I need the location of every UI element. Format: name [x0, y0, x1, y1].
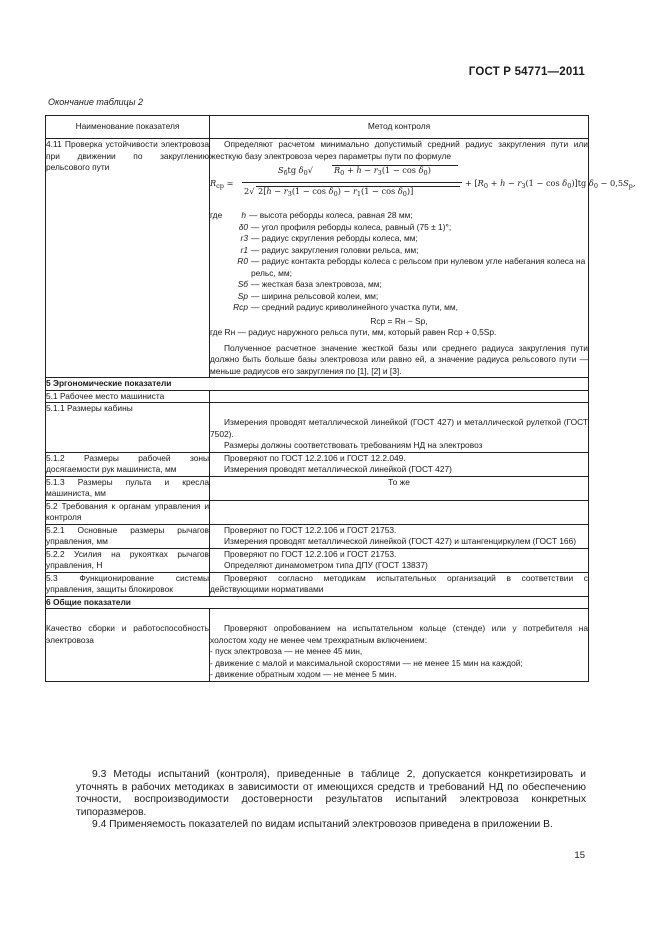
- list-item: - движение с малой и максимальной скоростями — не менее 15 мин на каждой;: [210, 657, 523, 668]
- method-text: Проверяют по ГОСТ 12.2.106 и ГОСТ 21753.: [224, 524, 397, 535]
- table-row: [46, 548, 589, 572]
- symbol-desc: — ширина рельсовой колеи, мм;: [251, 290, 379, 301]
- symbol-legend: [210, 210, 588, 314]
- method-text: Проверяют согласно методикам испытательных организаций в соответствии с действующими нормативами: [210, 572, 588, 594]
- standard-header: ГОСТ Р 54771—2011: [468, 66, 585, 78]
- symbol: r3: [240, 233, 248, 243]
- method-text: Измерения проводят металлической линейкой (ГОСТ 427): [224, 464, 452, 474]
- table-row: [46, 390, 589, 403]
- row-method-4-11: [210, 139, 636, 378]
- row-name-5-1-3: 5.1.3 Размеры пульта и кресла машиниста, мм: [46, 476, 209, 498]
- list-item: - движение обратным ходом — не менее 5 мин.: [210, 669, 397, 679]
- symbol: δ0: [238, 221, 248, 232]
- section-title-6: 6 Общие показатели: [46, 596, 589, 609]
- row-method-5-1-3: [210, 476, 589, 500]
- symbol-desc: — радиус скругления реборды колеса, мм;: [251, 233, 418, 243]
- method-text: Проверяют по ГОСТ 12.2.106 и ГОСТ 12.2.049.: [224, 452, 406, 463]
- section-row: [46, 596, 589, 609]
- symbol: R0: [237, 256, 248, 266]
- symbol: Sб: [237, 279, 248, 289]
- section-title-5: 5 Эргономические показатели: [46, 378, 589, 391]
- table-row: [46, 572, 589, 596]
- row-method-5-3: [210, 572, 589, 596]
- method-text: Проверяют по ГОСТ 12.2.106 и ГОСТ 21753.: [224, 548, 397, 559]
- symbol: Rср: [233, 302, 248, 312]
- paragraph-9-3: 9.3 Методы испытаний (контроля), приведенные в таблице 2, допускается конкретизировать и уточнять в рабочих методиках в зависимости от имеющихся средств и требований НД по обеспечению точности, воспроизводимости достоверности результатов испытаний электровоза конкретных типоразмеров.: [76, 769, 586, 818]
- table-row: [46, 139, 589, 378]
- symbol-desc: — угол профиля реборды колеса, равный (75 ± 1)°;: [251, 221, 452, 232]
- radius-equation: Rср = Rн − Sр,: [370, 315, 428, 326]
- symbol: Sр: [237, 290, 248, 301]
- column-header-method: Метод контроля: [210, 116, 589, 139]
- method-text: То же: [388, 476, 410, 487]
- row-name-5-2-2: 5.2.2 Усилия на рукоятках рычагов управления, Н: [46, 548, 209, 570]
- where-label: где: [210, 210, 223, 220]
- row-name-5-2-1: 5.2.1 Основные размеры рычагов управления, мм: [46, 524, 209, 546]
- table-row: [46, 609, 589, 682]
- method-text: Измерения проводят металлической линейкой (ГОСТ 427) и металлической рулеткой (ГОСТ 7502).: [210, 417, 588, 439]
- method-text: Проверяют опробованием на испытательном кольце (стенде) или у потребителя на холостом ходу не менее чем трехкратным включением:: [210, 623, 588, 645]
- symbol-desc: — радиус закругления головки рельса, мм;: [251, 244, 419, 255]
- outer-rail-note: где Rн — радиус наружного рельса пути, мм, который равен Rср + 0,5Sр.: [210, 327, 497, 337]
- method-text: Измерения проводят металлической линейкой (ГОСТ 427) и штангенциркулем (ГОСТ 166): [224, 536, 577, 546]
- method-intro: Определяют расчетом минимально допустимый средний радиус закругления пути или жесткую базу электровоза через параметры пути по формуле: [210, 139, 588, 161]
- row-method-5-2-1: [210, 524, 589, 548]
- body-text: [76, 769, 586, 832]
- section-row: [46, 378, 589, 391]
- row-method-5-1-1: [210, 403, 589, 453]
- page-number: 15: [574, 850, 585, 861]
- row-name-5-1-1: 5.1.1 Размеры кабины: [46, 403, 210, 453]
- row-method-quality: [210, 609, 589, 682]
- table-row: [46, 476, 589, 500]
- methods-table: [45, 115, 636, 682]
- row-name-5-2: 5.2 Требования к органам управления и контроля: [46, 500, 209, 522]
- method-text: Определяют динамометром типа ДПУ (ГОСТ 13837): [224, 560, 428, 570]
- paragraph-9-4: 9.4 Применяемость показателей по видам испытаний электровозов приведена в приложении В.: [92, 819, 553, 831]
- row-name-5-1-2: 5.1.2 Размеры рабочей зоны досягаемости рук машиниста, мм: [46, 452, 209, 474]
- symbol-desc: — высота реборды колеса, равная 28 мм;: [249, 210, 413, 220]
- column-header-name: Наименование показателя: [46, 116, 210, 139]
- symbol-desc: — жесткая база электровоза, мм;: [251, 279, 382, 289]
- table-row: [46, 452, 589, 476]
- radius-formula: $R_{ср}$ = $S_бtg$ $\delta_0√$ $R_0 + h - r_3(1 - \cos \delta_0)$ 2√ $2[h - r_3(1 - \cos \delta_0) - r_1(1 - \cos \delta_0)]$ + $[R_0 + h - r_3(1 - \cos \delta_0)]tg$ $\delta_0 - 0,5S_р$,: [210, 165, 636, 198]
- row-method-5-2-2: [210, 548, 589, 572]
- table-caption: Окончание таблицы 2: [48, 97, 143, 107]
- symbol-desc: — радиус контакта реборды колеса с рельсом при нулевом угле набегания колеса на рельс, мм;: [251, 256, 586, 278]
- test-steps-list: [210, 646, 588, 681]
- method-conclusion: Полученное расчетное значение жесткой базы или среднего радиуса закругления пути должно быть больше базы электровоза или равно ей, а значение радиуса рельсового пути — меньше радиусов его закругления по [1], [2] и [3].: [210, 342, 588, 376]
- row-name-5-3: 5.3 Функционирование системы управления, защиты блокировок: [46, 572, 209, 594]
- table-row: [46, 403, 589, 453]
- list-item: - пуск электровоза — не менее 45 мин,: [210, 646, 363, 656]
- row-name-quality: Качество сборки и работоспособность электровоза: [46, 609, 210, 682]
- row-method-5-1-2: [210, 452, 589, 476]
- symbol: h: [241, 210, 246, 220]
- symbol-desc: — средний радиус криволинейного участка пути, мм,: [251, 302, 458, 312]
- table-row: [46, 524, 589, 548]
- table-row: [46, 500, 589, 524]
- row-name-5-1: 5.1 Рабочее место машиниста: [46, 390, 210, 403]
- row-name-4-11: 4.11 Проверка устойчивости электровоза при движении по закруглению рельсового пути: [46, 139, 210, 378]
- method-text: Размеры должны соответствовать требованиям НД на электровоз: [224, 440, 483, 450]
- symbol: r1: [240, 244, 248, 255]
